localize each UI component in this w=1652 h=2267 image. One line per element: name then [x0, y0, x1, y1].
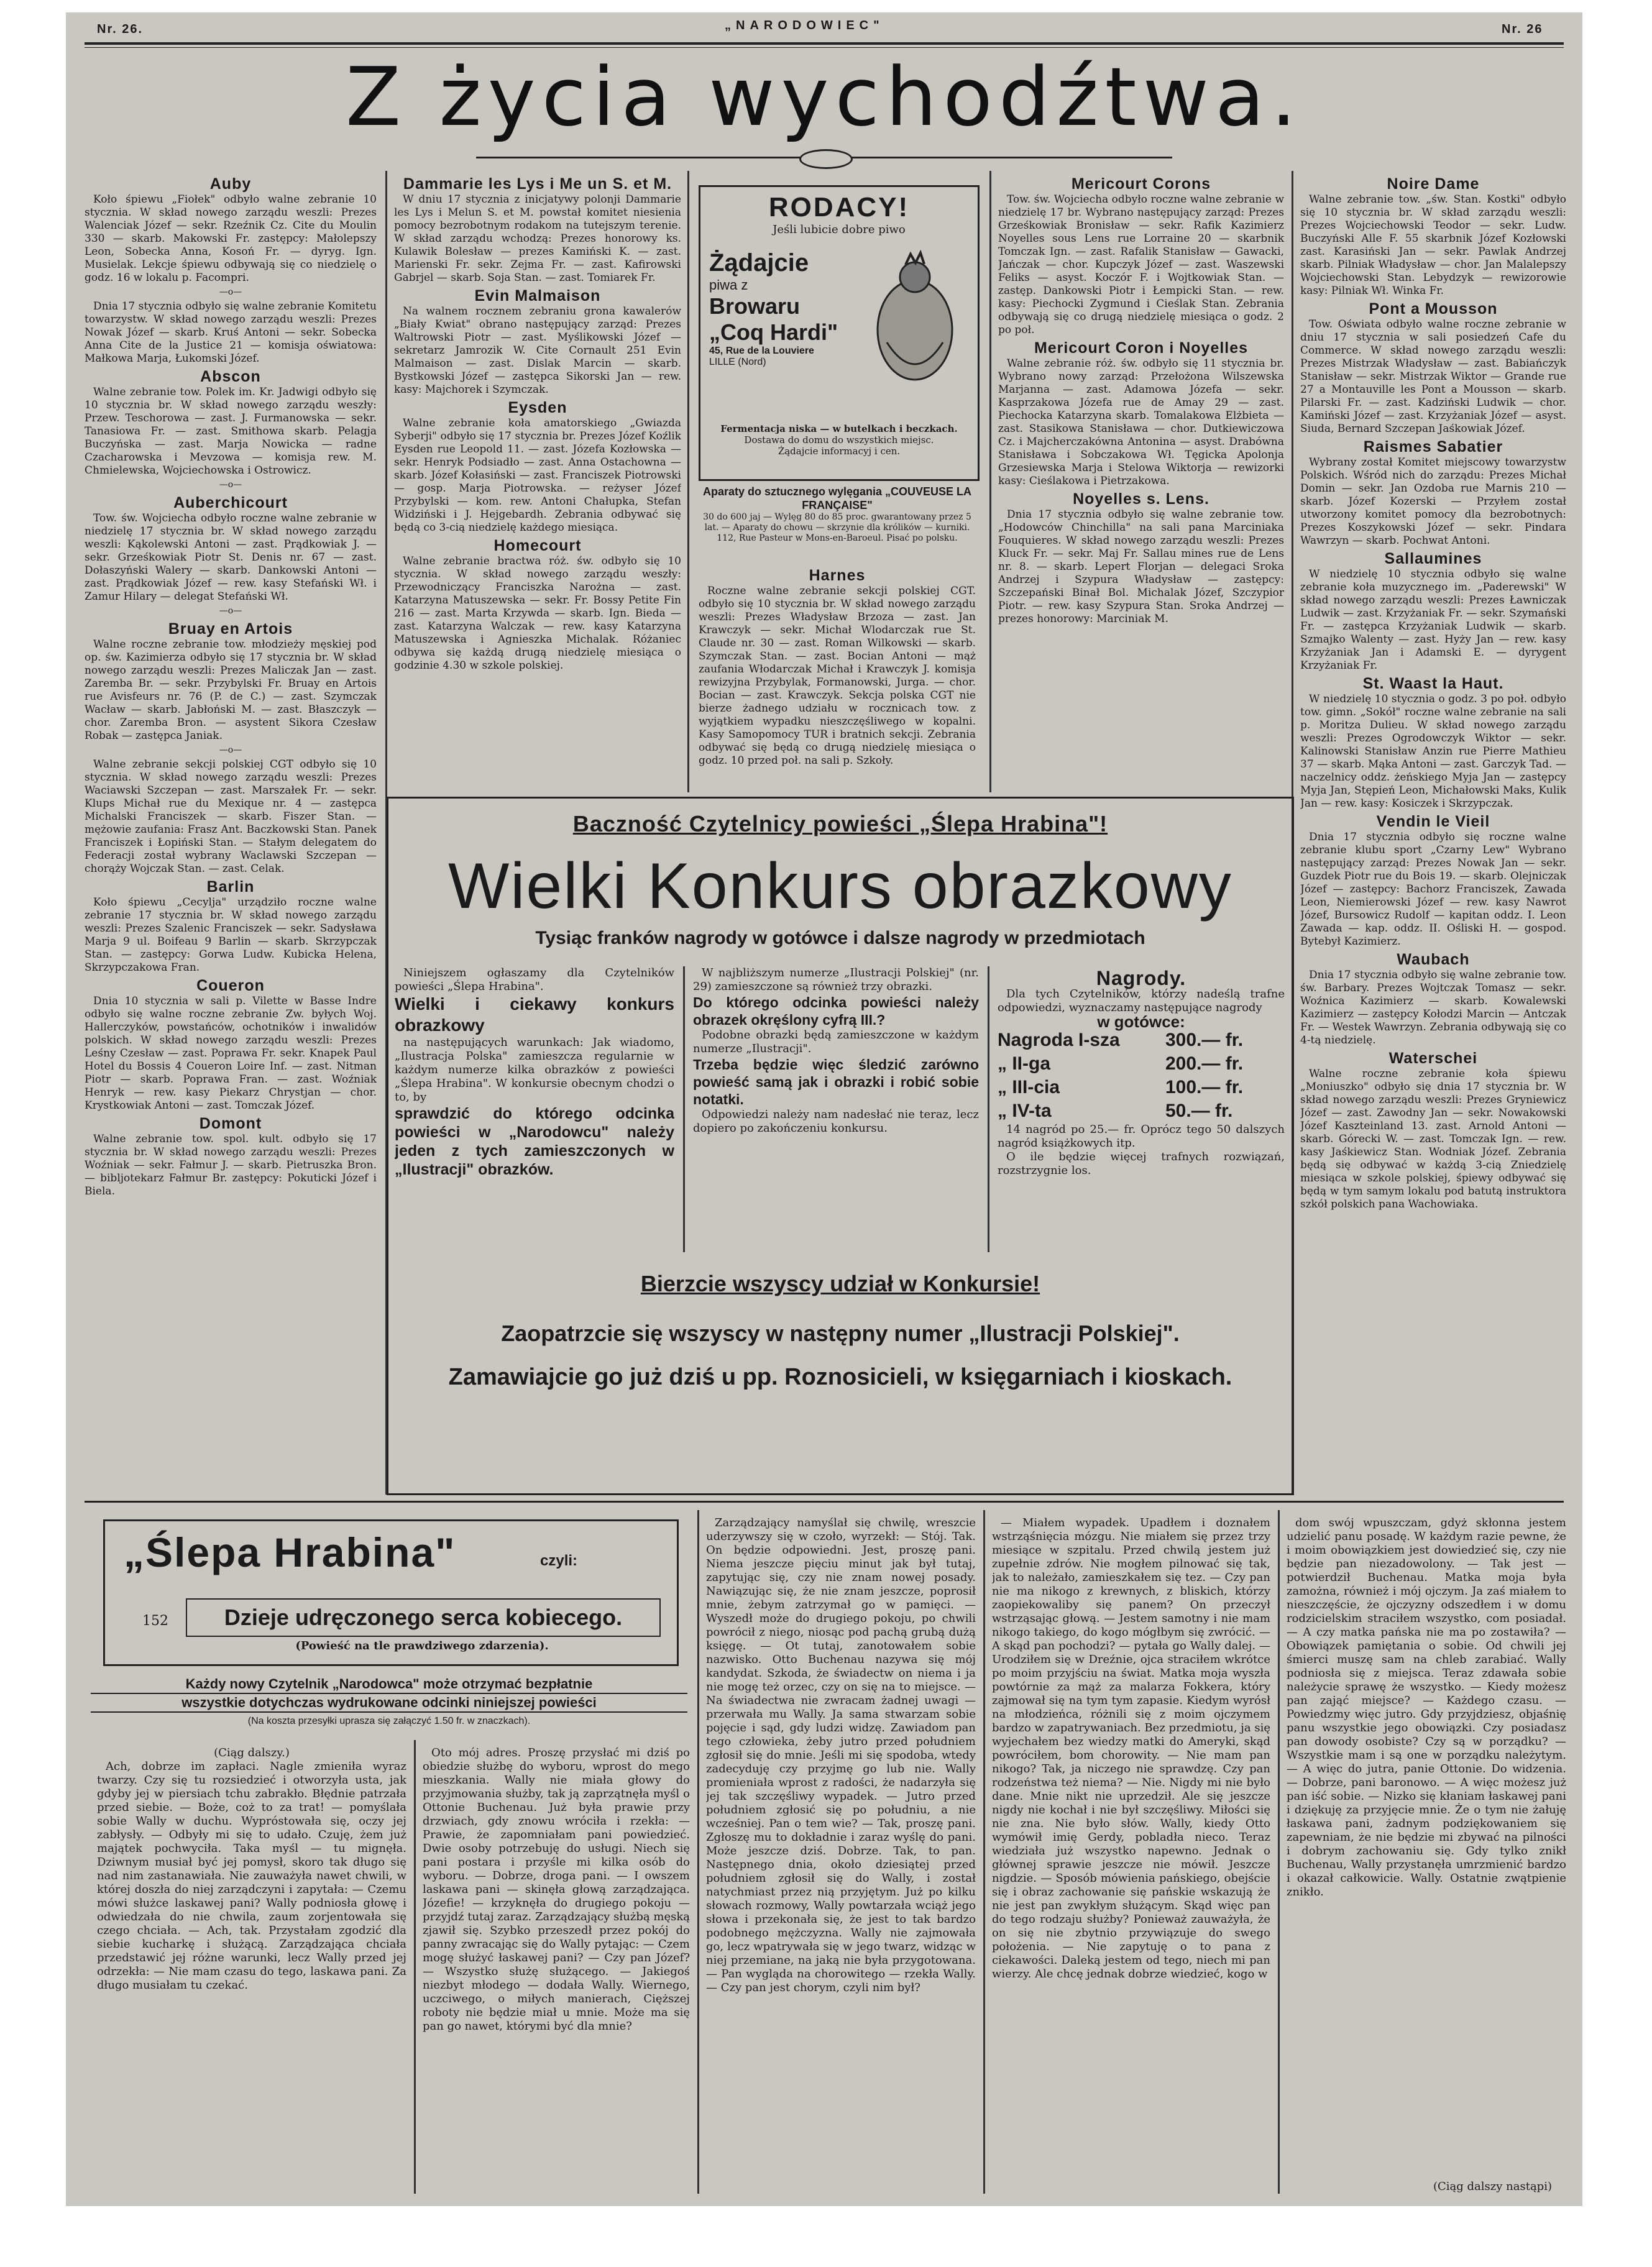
- article-mericourt-noyelles: Mericourt Coron i Noyelles Walne zebranie róż. św. odbyło się 11 stycznia br. Wybrano nowy zarząd: Przełożona Wilszewska Marjanna — zast. Adamowa Józefa — sekr. Kasprzakowa Józefa rue de Amay 29 — zast. Piechocka Katarzyna skarb. Tomalakowa Elżbieta — zast. Stasikowa Stanisława — chor. Dutkiewiczowa Cz. i Majcherczakówna Antonina — asyst. Drabówna Stanisława i Sobczakowa Wł. Tęgicka Apolonja Grzesiewska Marja i Stelowa Wiktorja — rewizorki kasy: Cieślakowa i Pietrzakowa.: [998, 339, 1284, 487]
- masthead-rule-thin: [85, 47, 1564, 48]
- article-dammarie: Dammarie les Lys i Me un S. et M. W dniu 17 stycznia z inicjatywy polonji Dammarie les Lys i Melun S. et M. powstał komitet niesienia pomocy bezrobotnym rodakom na tutejszym terenie. W skład zarządu wchodzą: Prezes honorowy ks. Kulawik Bolesław — prezes Kamiński K. — zast. Marienski Fr. sekr. Zejma Fr. — zast. Kafirowski Gabrjel — skarb. Soja Stan. — zast. Tomiarek Fr.: [394, 175, 681, 284]
- column-3: [699, 564, 976, 788]
- article-abscon: Abscon Walne zebranie tow. Polek im. Kr. Jadwigi odbyło się 10 stycznia br. W skład nowego zarządu weszły: Przew. Teschorowa — zast. J. Furmanowska — sekr. Tanasiowa Fr. — zast. Smithowa skarb. Pelagja Buczyńska — zast. Marja Nowicka — radne Czacharowska i Mevzowa — komisja rew. M. Chmielewska, Wojciechowska i Ostrowicz.: [85, 368, 377, 477]
- article-barlin: Barlin Koło śpiewu „Cecylja" urządziło roczne walne zebranie 17 stycznia br. W skład nowego zarządu weszli: Prezes Szalenic Franciszek — sekr. Sadysława Marja 9 ul. Boifeau 9 Barlin — skarb. Skrzypczak Stan. — zastępcy: Gorwa Ludw. Kubicka Helena, Skrzypczakowa Fran.: [85, 878, 377, 974]
- column-rule: [989, 171, 991, 792]
- serial-column-3: Zarządzający namyślał się chwilę, wreszcie uderzywszy się w czoło, wyrzekł: — Stój. Tak. On będzie odpowiedni. Jest, proszę pani. Niema jeszcze pięciu minut jak był tutaj, zapytując się, czy nie znam nowej posady. Nawiązując się, że nie znam jeszcze, poprosił mnie, żebym zatrzymał go w pamięci. — Wyszedł może do drugiego pokoju, po chwili powrócił z niego, niosąc pod pachą grubą dużą księgę. — Ot tutaj, zanotowałem sobie nazwisko. Otto Buchenau nazywa się mój kandydat. Szkoda, że świadectw on niema i ja nie mogę też orzec, czy on się na to miejsce. — Na świadectwa nie zwracam żadnej uwagi — przerwała mu Wally. Ja sama stwarzam sobie pojęcie i sąd, gdy ludzi widzę. Zawiadom pan tego człowieka, żeby jutro przed południem zgłosił się do mnie. Jeśli mi się spodoba, wtedy zadecyduję czy przyjmę go lub nie. Wally promieniała wprost z radości, że nadarzyła się jej tak szczęśliwy wypadek. — Jutro przed południem zgłosić się po południu, a nie wcześniej. Pan o tem wie? — Tak, proszę pani. Zgłoszę mu to dokładnie i zaraz wyślę do pani. Może jeszcze dziś. Dobrze. Tak, to pan. Następnego dnia, około dziesiątej przed południem zgłosił się do Wally, i został natychmiast przez nią przyjętym. Już po kilku słowach rozmowy, Wally powtarzała wciąż jego słowa i przekonała się, że jest to tak bardzo podobnego mężczyzna. Wally nie zajmowała go, lecz wpatrywała się w jego twarz, widząc w niej przemiane, na jaką nie była przygotowana. — Pan wygląda na chorowitego — rzekła Wally. — Czy pan jest chorym, czyli nim był?: [706, 1516, 976, 1994]
- page-title: Z życia wychodźtwa.: [346, 50, 1303, 144]
- article-evin: Evin Malmaison Na walnem rocznem zebraniu grona kawalerów „Biały Kwiat" obrano następujący zarząd: Prezes Waltrowski Piotr — zast. Myślikowski Józef — sekretarz Jamrozik W. Cite Cornault 251 Evin Malmaison — zast. Dislak Marcin — skarb. Bystkowski Józef — zastępca Sikorski Jan — rew. kasy: Majchorek i Szymczak.: [394, 287, 681, 396]
- column-1: Auby Koło śpiewu „Fiołek" odbyło walne zebranie 10 stycznia. W skład nowego zarządu weszli: Prezes Walenciak Józef — sekr. Rzeźnik Cz. Cite du Moulin 330 — skarb. Makowski Fr. zastępcy: Małolepszy Leon, Sobecka Anna, Kosoń Fr. — dyryg. Ign. Musielak. Lekcje śpiewu odbywają się co niedzielę o godz. 16 w lokalu p. Facompri. —o— Dnia 17 stycznia odbyło się walne zebranie Komitetu towarzystw. W skład nowego zarządu weszli: Prezes Nowak Józef — skarb. Kruś Antoni — sekr. Sobecka Anna Cite de la Justice 21 — komisja oświatowa: Małkowa Marja, Łukomski Józef. Abscon Walne zebranie tow. Polek im. Kr. Jadwigi odbyło się 10 stycznia br. W skład nowego zarządu weszły: Przew. Teschorowa — zast. J. Furmanowska — sekr. Tanasiowa Fr. — zast. Smithowa skarb. Pelagja Buczyńska — zast. Marja Nowicka — radne Czacharowska i Mevzowa — komisja rew. M. Chmielewska, Wojciechowska i Ostrowicz. —o— Auberchicourt Tow. św. Wojciecha odbyło roczne walne zebranie w niedzielę 17 stycznia br. W skład nowego zarządu weszli: Kąkolewski Antoni — zast. Prądkowiak J. — sekr. Grześkowiak Piotr St. Denis nr. 67 — zast. Dołaszyński Walery — skarb. Dankowski Antoni — zast. Prądkowiak Józef — rew. kasy Stefański Wł. i Zamur Hilary — delegat Stefański Wł. —o— Bruay en Artois Walne roczne zebranie tow. młodzieży męskiej pod op. św. Kazimierza odbyło się 17 stycznia br. W skład nowego zarządu weszli: Prezes Maliczak Jan — zast. Zaremba Br. — sekr. Przybylski Fr. Bruay en Artois rue Avisfeurs nr. 76 (P. de C.) — zast. Szymczak Wacław — skarb. Jabłoński M. — zast. Błaszczyk — chor. Zaremba Bron. — asystent Sikora Czesław Robak — zastępca Janiak. —o— Walne zebranie sekcji polskiej CGT odbyło się 10 stycznia. W skład nowego zarządu weszli: Prezes Waciawski Szczepan — zast. Marszałek Fr. — sekr. Klups Michał rue du Mexique nr. 4 — zastępca Michalski Franciszek — skarb. Fiszer Stan. — mężowie zaufania: Frasz Ant. Baczkowski Stan. Panek Franciszek i Łopiński Stan. — Stałym delegatem do Federacji został wybrany Waclawski Szczepan — chorąży Wojczak Stan. — zast. Celak. Barlin Koło śpiewu „Cecylja" urządziło roczne walne zebranie 17 stycznia br. W skład nowego zarządu weszli: Prezes Szalenic Franciszek — sekr. Sadysława Marja 9 ul. Boifeau 9 Barlin — skarb. Skrzypczak Stan. — zastępcy: Gorwa Ludw. Kubicka Helena, Skrzypczakowa Fran. Coueron Dnia 10 stycznia w sali p. Vilette w Basse Indre odbyło się walne roczne zebranie Zw. byłych Woj. Hallerczyków, powstańców, ochotników i inwalidów polskich. W skład nowego zarządu weszli: Prezes Leśny Czesław — zast. Poprawa Fr. sekr. Knapek Paul Hotel du Bossis 4 Coueron Loire Inf. — zast. Nitman Piotr — skarb. Poprawa Fran. — zast. Woźniak Henryk — rew. kasy Piekarz Chrystjan — chor. Krystkowiak Antoni — zast. Tomczak Józef. Domont Walne zebranie tow. spol. kult. odbyło się 17 stycznia br. W skład nowego zarządu weszli: Prezes Woźniak — sekr. Fałmur J. — skarb. Pietruszka Bron. — bibljotekarz Fałmur Br. zastępcy: Pokuticki Józef i Biela.: [85, 175, 377, 1198]
- article-harnes: Harnes Roczne walne zebranie sekcji polskiej CGT. odbyło się 10 stycznia br. W skład nowego zarządu weszli: Prezes Władysław Brzoza — zast. Jan Krawczyk — sekr. Michał Wlodarczak rue St. Claude nr. 30 — zast. Roman Wilkowski — skarb. Szymczak Stan. — zast. Bocian Antoni — mąż zaufania Włodarczak Michał i Krawczyk J. komisja rewizyjna Przybylak, Formanowski, Jurga. — chor. Bocian — zast. Krawczyk. Sekcja polska CGT nie bierze żadnego udziału w rocznicach tow. z wyjątkiem wypadku nieszczęśliwego w kopalni. Kasy Samopomocy TUR i bratnich sekcji. Zebrania odbywać się będą co drugą niedzielę miesiąca o godz. 10 przed poł. na sali p. Szkoły.: [699, 567, 976, 767]
- article-waubach: Waubach Dnia 17 stycznia odbyło się walne zebranie tow. św. Barbary. Prezes Wojtczak Tomasz — sekr. Woźnica Kazimierz — skarb. Kowalewski Kazimierz — zastępcy Kołodzi Marcin — Antczak Fr. — Westek Wawrzyn. Zebrania odbywają się co 4-tą niedzielę.: [1300, 951, 1566, 1046]
- serial-promo: Każdy nowy Czytelnik „Narodowca" może otrzymać bezpłatnie wszystkie dotychczas wydrukowane odcinki niniejszej powieści (Na koszta przesyłki uprasza się załączyć 1.50 fr. w znaczkach).: [91, 1675, 687, 1730]
- article-st-waast: St. Waast la Haut. W niedzielę 10 stycznia o godz. 3 po poł. odbyło tow. gimn. „Sokół" roczne walne zebranie na sali p. Moritza Dulieu. W skład nowego zarządu weszli: Prezes Ogrodowczyk Wiktor — sekr. Kalinowski Stanisław Anzin rue Pierre Mathieu 37 — skarb. Mąka Antoni — zast. Garczyk Tad. — naczelnicy oddz. żeńskiego Myja Jan — zastępcy Myja Jan, Stępień Leon, Michałowski Maks, Kulik Jan — rew. kasy: Kosiczek i Skrzypczak.: [1300, 675, 1566, 810]
- serial-title: „Ślepa Hrabina": [124, 1529, 456, 1575]
- article-eysden: Eysden Walne zebranie koła amatorskiego „Gwiazda Syberji" odbyło się 17 stycznia br. Prezes Józef Koźlik Eysden rue Leopold 11. — zast. Józefa Kozłowska — sekr. Henryk Podsiadło — zast. Anna Ostachowna — skarb. Józef Kołasiński — zast. Franciszek Piotrowski — gosp. Marja Piotrowska. — reżyser Józef Przybylski — kom. rew. Antoni Chałupka, Stefan Widziński i J. Hejgebardh. Zebrania odbywać się będą co 3-cią niedzielę każdego miesiąca.: [394, 399, 681, 534]
- issue-number-right: Nr. 26: [1502, 22, 1543, 36]
- contest-order: Zamawiajcie go już dziś u pp. Roznosicieli, w księgarniach i kioskach.: [448, 1364, 1232, 1390]
- article-mericourt-corons: Mericourt Corons Tow. św. Wojciecha odbyło roczne walne zebranie w niedzielę 17 br. Wybrano następujący zarząd: Prezes Grześkowiak Bronisław — sekr. Rafik Kazimierz Noyelles sous Lens rue Lorraine 20 — skarbnik Tomczak Ign. — zast. Rafalik Stanisław — Gawacki, Jańczak — chor. Kupczyk Józef — zast. Waszewski Feliks — asyst. Koczór F. i Wojtkowiak Stan. — zastęp. Dankowski Piotr i Łempicki Stan. — rew. kasy: Piechocki Zygmund i Cieślak Stan. Zebrania odbywają się co drugą niedzielę miesiąca o godz. 2 po poł.: [998, 175, 1284, 336]
- article-sallaumines: Sallaumines W niedzielę 10 stycznia odbyło się walne zebranie koła muzycznego im. „Paderewski" W skład nowego zarządu weszli: Prezes Ławniczak Ludwik — zast. Krzyżaniak Fr. — sekr. Szymański Fr. — zastępca Krzyżaniak Ludwik — skarb. Szmajko Walenty — zast. Hyży Jan — rew. kasy Krzyżaniak Jan i Adamski E. — dyrygent Krzyżaniak Fr.: [1300, 550, 1566, 672]
- article-vendin: Vendin le Vieil Dnia 17 stycznia odbyło się roczne walne zebranie klubu sport „Czarny Lew" Wybrano następujący zarząd: Prezes Nowak Jan — sekr. Guzdek Piotr rue du Bois 19. — skarb. Olejniczak Józef — zastępcy: Bachorz Franciszek, Zawada Leon, Niemierowski Józef — rew. kasy Nawrot Józef, Bursowicz Rudolf — kapitan oddz. I. Leon Zawada — kap. oddz. II. Ośliski H. — gospod. Bytebył Kazimierz.: [1300, 813, 1566, 948]
- contest-title: Wielki Konkurs obrazkowy: [448, 850, 1232, 922]
- article-bruay: Bruay en Artois Walne roczne zebranie tow. młodzieży męskiej pod op. św. Kazimierza odbyło się 17 stycznia br. W skład nowego zarządu weszli: Prezes Maliczak Jan — zast. Zaremba Br. — sekr. Przybylski Fr. Bruay en Artois rue Avisfeurs nr. 76 (P. de C.) — zast. Szymczak Wacław — skarb. Jabłoński M. — zast. Błaszczyk — chor. Zaremba Bron. — asystent Sikora Czesław Robak — zastępca Janiak.: [85, 620, 377, 742]
- contest-subtitle: Tysiąc franków nagrody w gotówce i dalsze nagrody w przedmiotach: [535, 928, 1145, 948]
- serial-column-4: — Miałem wypadek. Upadłem i doznałem wstrząśnięcia mózgu. Nie miałem się przez trzy miesiące w szpitalu. Przed chwilą jestem już zupełnie zdrów. Nie mogłem pilnować się tak, jak to należało, zamieszkałem się tez. — Czy pan nie ma nikogo z krewnych, z bliskich, którzy zaopiekowaliby się panem? On przeczył wstrząsając głową. — Jestem samotny i nie mam nikogo takiego, do kogo mógłbym się zwrócić. — A skąd pan pochodzi? — pytała go Wally dalej. — Urodziłem się w Dreźnie, ojca straciłem wkrótce po moim przyjściu na świat. Matka moja wyszła powtórnie za mąż za malarza Fokkera, który zajmował się na tym tym zapasie. Kiedym wyrósł na młodzieńca, różnili się z moim ojczymem bardzo w zapatrywaniach. Bez przedmiotu, ja się wyjechałem bez wiedzy matki do Ameryki, skąd powróciłem, bom chorowity. — Nie mam pan nikogo? Tak, ja niczego nie sprawdzę. Czy pan rodzeństwa też niema? — Nie. Nigdy mi nie było dane. Mnie nikt nie uprzedził. Ale się jeszcze nigdy nie kochał i nie był szczęśliwy. Miłości się nie zna. Nie było słów. Wally, kiedy Otto wymówił imię Gerdy, pobladła nieco. Teraz wiedziała już wszystko napewno. Jednak o głównej sprawie jeszcze nie mówił. Jeszcze nigdzie. — Sposób mówienia pańskiego, obejście się i obraz zachowanie się pańskie wskazują że nie jest pan zwykłym służącym. Skąd więc pan do tego rodzaju służby? Ponieważ zauważyła, że on się nie zbytnio przywiązuje do swego położenia. — Nie zapytuję o to pana z ciekawości. Daleką jestem od tego, niech mi pan wierzy. Ale chcę jednak dobrze wiedzieć, kogo w: [992, 1516, 1270, 1981]
- serial-subtitle: Dzieje udręczonego serca kobiecego.: [186, 1598, 661, 1637]
- column-2: [394, 173, 681, 788]
- contest-banner: Baczność Czytelnicy powieści „Ślepa Hrabina"!: [572, 811, 1108, 836]
- ad-aparaty: Aparaty do sztucznego wylęgania „COUVEUSE LA FRANÇAISE" 30 do 600 jaj — Wylęg 80 do 85 proc. gwarantowany przez 5 lat. — Aparaty do chowu — skrzynie dla królików — kurniki. 112, Rue Pasteur w Mons-en-Baroeul. Pisać po polsku.: [702, 485, 972, 543]
- serial-episode-number: 152: [142, 1613, 168, 1629]
- rooster-illustration: [862, 243, 968, 392]
- article-waterschei: Waterschei Walne roczne zebranie koła śpiewu „Moniuszko" odbyło się dnia 17 stycznia br. W skład nowego zarządu weszli: Prezes Gryniewicz Józef — zast. Zawodny Jan — sekr. Nowakowski Józef Kaszteinland 13. zast. Arnold Antoni — skarb. Górecki W. — zast. Tomczak Ign. — rew. kasy Jaśkiewicz Stan. Wodniak Józef. Zebrania będą się odbywać w każdą 3-cią Zniedzielę miesiąca w szkole polskiej, śpiewy odbywać się będą w tym samym lokalu pod batutą instruktora szkół polskich pana Wachowiaka.: [1300, 1050, 1566, 1211]
- article-domont: Domont Walne zebranie tow. spol. kult. odbyło się 17 stycznia br. W skład nowego zarządu weszli: Prezes Woźniak — sekr. Fałmur J. — skarb. Pietruszka Bron. — bibljotekarz Fałmur Br. zastępcy: Pokuticki Józef i Biela.: [85, 1115, 377, 1198]
- article-noire-dame: Noire Dame Walne zebranie tow. „św. Stan. Kostki" odbyło się 10 stycznia br. W skład zarządu weszli: Prezes Wojciechowski Teodor — sekr. Ludw. Buczyński Alle F. 55 skarbnik Józef Kozłowski zast. Karasiński Jan — sekr. Pawlak Andrzej skarb. Pilniak Władysław — chor. Jan Malalepszy Wojciechowski Stan. Lebydzyk — rewizorowie kasy: Pilniak Wł. Winka Fr.: [1300, 175, 1566, 297]
- prize-4: „ IV-ta 50.— fr.: [998, 1101, 1233, 1121]
- serial-column-2: Oto mój adres. Proszę przysłać mi dziś po obiedzie służbę do wyboru, wprost do mego mieszkania. Wally nie miała głowy do przyjmowania służby, tak ją zaprzątnęła myśl o Ottonie Buchenau. Już była prawie przy drzwiach, gdy znowu wróciła i rzekła: — Prawie, że zapomniałam pani powiedzieć. Dwie osoby potrzebuję do usługi. Niech się pani postara i przyśle mi kilka osób do wyboru. — Dobrze, droga pani. — I owszem laskawa pani — skinęła głową zarządzająca. Józefie! — krzyknęła do drugiego pokoju — przyjdź tutaj zaraz. Zarządzający służbą męską zjawił się. Szybko przeszedł przez pokój do panny zwracając się do Wally pytając: — Czem mogę służyć łaskawej pani? — Czy pan Józef? — Wszystko służę służącego. — Jakiegoś niezbyt młodego — dodała Wally. Wiernego, uczciwego, o miłych manierach, Cięższej roboty nie będzie miał u mnie. Może ma się pan go nawet, którymi być dla mnie?: [423, 1746, 690, 2033]
- prize-2: „ II-ga 200.— fr.: [998, 1053, 1244, 1074]
- serial-column-5: dom swój wpuszczam, gdyż skłonna jestem udzielić panu posadę. W każdym razie pewne, że i moim obowiązkiem jest dowiedzieć się, czy nie będzie pan niezadowolony. — Tak jest — potwierdził Buchenau. Matka moja była zamożna, również i mój ojczym. Ja zaś miałem to nieszczęście, że ojczyzny odszedłem i w domu rodzicielskim straciłem wszystko, com posiadał. — A czy matka pańska nie ma po zostawiła? — Obowiązek pamiętania o sobie. Od chwili jej śmierci muszę sam na chleb zarabiać. Wally podniosła się z miejsca. Teraz zdawała sobie należycie sprawę że wszystko. — Kiedy możesz pan zająć miejsce? — Każdego czasu. — Powiedzmy więc jutro. Gdy przyjdziesz, objaśnię panu wszystkie jego obowiązki. Czy posiadasz pan dowody osobiste? Czy są w porządku? — Wszystkie mam i są one w porządku należytym. — A więc do jutra, panie Ottonie. Do widzenia. — Dobrze, pani baronowo. — A więc możesz już pan iść sobie. — Nizko się kłaniam łaskawej pani i dziękuję za przyjęcie mnie. Że o tym nie żałuję łaskawa pani, żadnym podziękowaniem się zapewniam, że nie będzie mi zbywać na pilności i dobrym zachowaniu się. Gdy tylko znikł Buchenau, Wally przystanęła umrzmienić bardzo i okazał całkowicie. Wally. Ostatnie zwątpienie znikło.: [1287, 1516, 1566, 1898]
- column-5: [1300, 173, 1566, 1490]
- article-raismes: Raismes Sabatier Wybrany został Komitet miejscowy towarzystw Polskich. Wśród nich do zarządu: Prezes Michał Domin — sekr. Jan Ozdoba rue Marnis 210 — skarb. Józef Kozerski — Przyłem został utworzony komitet pomocy dla bezrobotnych: Prezes Koszykowski Józef — sekr. Pindara Wawrzyn — skarb. Pochwat Antoni.: [1300, 438, 1566, 547]
- contest-supply: Zaopatrzcie się wszyscy w następny numer „Ilustracji Polskiej".: [501, 1321, 1180, 1346]
- serial-header: „Ślepa Hrabina" czyli: 152 Dzieje udręczonego serca kobiecego. (Powieść na tle prawdziwego zdarzenia).: [103, 1519, 679, 1666]
- article-coueron: Coueron Dnia 10 stycznia w sali p. Vilette w Basse Indre odbyło się walne roczne zebranie Zw. byłych Woj. Hallerczyków, powstańców, ochotników i inwalidów polskich. W skład nowego zarządu weszli: Prezes Leśny Czesław — zast. Poprawa Fr. sekr. Knapek Paul Hotel du Bossis 4 Coueron Loire Inf. — zast. Nitman Piotr — skarb. Poprawa Fran. — zast. Woźniak Henryk — rew. kasy Piekarz Chrystjan — chor. Krystkowiak Antoni — zast. Tomczak Józef.: [85, 977, 377, 1112]
- contest-prizes: Nagrody. Dla tych Czytelników, którzy nadeślą trafne odpowiedzi, wyznaczamy następujące nagrody w gotówce: Nagroda I-sza 300.— fr. „ II-ga 200.— fr. „ III-cia 100.— fr. „ IV-ta 50.— fr. 14 nagród po 25.— fr. Oprócz tego 50 dalszych nagród książkowych itp. O ile będzie więcej trafnych rozwiązań, rozstrzygnie los.: [998, 967, 1285, 1177]
- article-auby: Auby Koło śpiewu „Fiołek" odbyło walne zebranie 10 stycznia. W skład nowego zarządu weszli: Prezes Walenciak Józef — sekr. Rzeźnik Cz. Cite du Moulin 330 — skarb. Makowski Fr. zastępcy: Małolepszy Leon, Sobecka Anna, Kosoń Fr. — dyryg. Ign. Musielak. Lekcje śpiewu odbywają się co niedzielę o godz. 16 w lokalu p. Facompri.: [85, 175, 377, 284]
- serial-column-1: (Ciąg dalszy.) Ach, dobrze im zapłaci. Nagle zmieniła wyraz twarzy. Czy się tu rozsiedzieć i otworzyła usta, jak gdyby jej w piersiach tchu zabrakło. Błędnie patrzała przed siebie. — Boże, coż to za trat! — pomyślała sobie Wally w duchu. Wypróstowała się, oczy jej zabłysły. — Odbyły mi się to udało. Czuję, żem już majątek pochwyciła. Taka myśl — tu mignęła. Dziwnym musiał być jej pomysł, skoro tak długo się nad nim zastanawiała. Nie zauważyła nawet chwili, w której doszła do niej zarządczyni i zapytała: — Czemu mówi służce laskawej pani? Wally podniosła głowę i odwiedzała do nie chwila, zaum zorjentowała się czego chciała. — Ach, tak. Przystałam zgodzić dla siebie kucharkę i służącą. Zarządzająca chciała przedstawić jej różne warunki, lecz Wally przed jej odrzekła: — Nie mam czasu do tego, laskawa pani. Za długo musiałam tu czekać.: [97, 1746, 406, 1992]
- title-ornament: [799, 149, 853, 169]
- article-auby-2: Dnia 17 stycznia odbyło się walne zebranie Komitetu towarzystw. W skład nowego zarządu weszli: Prezes Nowak Józef — skarb. Kruś Antoni — sekr. Sobecka Anna Cite de la Justice 21 — komisja oświatowa: Małkowa Marja, Łukomski Józef.: [85, 300, 377, 365]
- article-pont-a-mousson: Pont a Mousson Tow. Oświata odbyło walne roczne zebranie w dniu 17 stycznia w sali posiedzeń Cafe du Commerce. W skład nowego zarządu weszli: Prezes Mistrzak Władysław — zast. Babiańczyk Stanisław — sekr. Mistrzak Wiktor — Grande rue 27 a Montauville les Pont a Mousson — skarb. Pilarski Fr. — zast. Kadziński Ludwik — chor. Kamiński Józef — zast. Krzyżaniak Józef — asyst. Siuda, Bernard Szczepan Jaśkowiak Józef.: [1300, 300, 1566, 435]
- serial-continued: (Ciąg dalszy nastąpi): [1433, 2180, 1552, 2193]
- ad-title: RODACY!: [768, 192, 910, 222]
- masthead-rule: [85, 42, 1564, 45]
- newspaper-name: „NARODOWIEC": [725, 19, 884, 32]
- prize-3: „ III-cia 100.— fr.: [998, 1077, 1244, 1097]
- article-bruay-cgt: Walne zebranie sekcji polskiej CGT odbyło się 10 stycznia. W skład nowego zarządu weszli: Prezes Waciawski Szczepan — zast. Marszałek Fr. — sekr. Klups Michał rue du Mexique nr. 4 — zastępca Michalski Franciszek — skarb. Fiszer Stan. — mężowie zaufania: Frasz Ant. Baczkowski Stan. Panek Franciszek i Łopiński Stan. — Stałym delegatem do Federacji został wybrany Waclawski Szczepan — chorąży Wojczak Stan. — zast. Celak.: [85, 758, 377, 875]
- article-noyelles: Noyelles s. Lens. Dnia 17 stycznia odbyło się walne zebranie tow. „Hodowców Chinchilla" na sali pana Marciniaka Fouquieres. W skład nowego zarządu weszli: Prezes Kluck Fr. — sekr. Maj Fr. Sallau mines rue de Lens nr. 8. — skarb. Lepert Florjan — delegaci Sroka Andrzej i Szypura Władysław — zastępcy: Szczepański Binał Bol. Michalak Józef, Szczypior Piotr. — rew. kasy Szypura Stan. Sroka Andrzej — prezes honorowy: Marciniak M.: [998, 490, 1284, 625]
- newspaper-page: [66, 12, 1582, 2206]
- article-homecourt: Homecourt Walne zebranie bractwa róż. św. odbyło się 10 stycznia. W skład nowego zarządu weszły: Przewodniczący Franciszka Narożna — zast. Katarzyna Matuszewska — sekr. Fr. Bossy Petite Fin 216 — zast. Marta Krzywda — skarb. Ign. Bieda — zast. Katarzyna Walczak — rew. kasy Katarzyna Matuszewska i Agnieszka Michalak. Różaniec odbywa się każdą drugą niedzielę miesiąca o godzinie 4.30 w szkole polskiej.: [394, 537, 681, 672]
- prize-1: Nagroda I-sza 300.— fr.: [998, 1030, 1244, 1050]
- section-rule: [85, 1501, 1564, 1503]
- column-rule: [687, 171, 689, 792]
- contest-box: [387, 797, 1294, 1495]
- column-4: [998, 173, 1284, 788]
- contest-call: Bierzcie wszyscy udział w Konkursie!: [640, 1271, 1040, 1296]
- ad-rodacy: RODACY! Jeśli lubicie dobre piwo Żądajcie piwa z Browaru „Coq Hardi" 45, Rue de la Louviere LILLE (Nord) Fermentacja niska — w butelkach i beczkach. Dostawa do domu do wszystkich miejsc. Żądajcie informacyj i cen.: [699, 185, 980, 481]
- article-heading: Auby: [209, 175, 252, 193]
- article-auberchicourt: Auberchicourt Tow. św. Wojciecha odbyło roczne walne zebranie w niedzielę 17 stycznia br. W skład nowego zarządu weszli: Kąkolewski Antoni — zast. Prądkowiak J. — sekr. Grześkowiak Piotr St. Denis nr. 67 — zast. Dołaszyński Walery — skarb. Dankowski Antoni — zast. Prądkowiak Józef — rew. kasy Stefański Wł. i Zamur Hilary — delegat Stefański Wł.: [85, 494, 377, 603]
- contest-middle: W najbliższym numerze „Ilustracji Polskiej" (nr. 29) zamieszczone są również trzy obrazki. Do którego odcinka powieści należy obrazek okręślony cyfrą III.? Podobne obrazki będą zamieszczone w każdym numerze „Ilustracji". Trzeba będzie więc śledzić zarówno powieść samą jak i obrazki i robić sobie notatki. Odpowiedzi należy nam nadesłać nie teraz, lecz dopiero po zakończeniu konkursu.: [693, 966, 979, 1135]
- issue-number-left: Nr. 26.: [97, 22, 144, 36]
- contest-intro: Niniejszem ogłaszamy dla Czytelników powieści „Ślepa Hrabina". Wielki i ciekawy konkurs obrazkowy na następujących warunkach: Jak wiadomo, „Ilustracja Polska" zamieszcza regularnie w każdym numerze kilka obrazków z powieści „Ślepa Hrabina". W konkursie obecnym chodzi o to, by sprawdzić do którego odcinka powieści w „Narodowcu" należy jeden z tych zamieszczonych w „Ilustracji" obrazków.: [395, 966, 674, 1178]
